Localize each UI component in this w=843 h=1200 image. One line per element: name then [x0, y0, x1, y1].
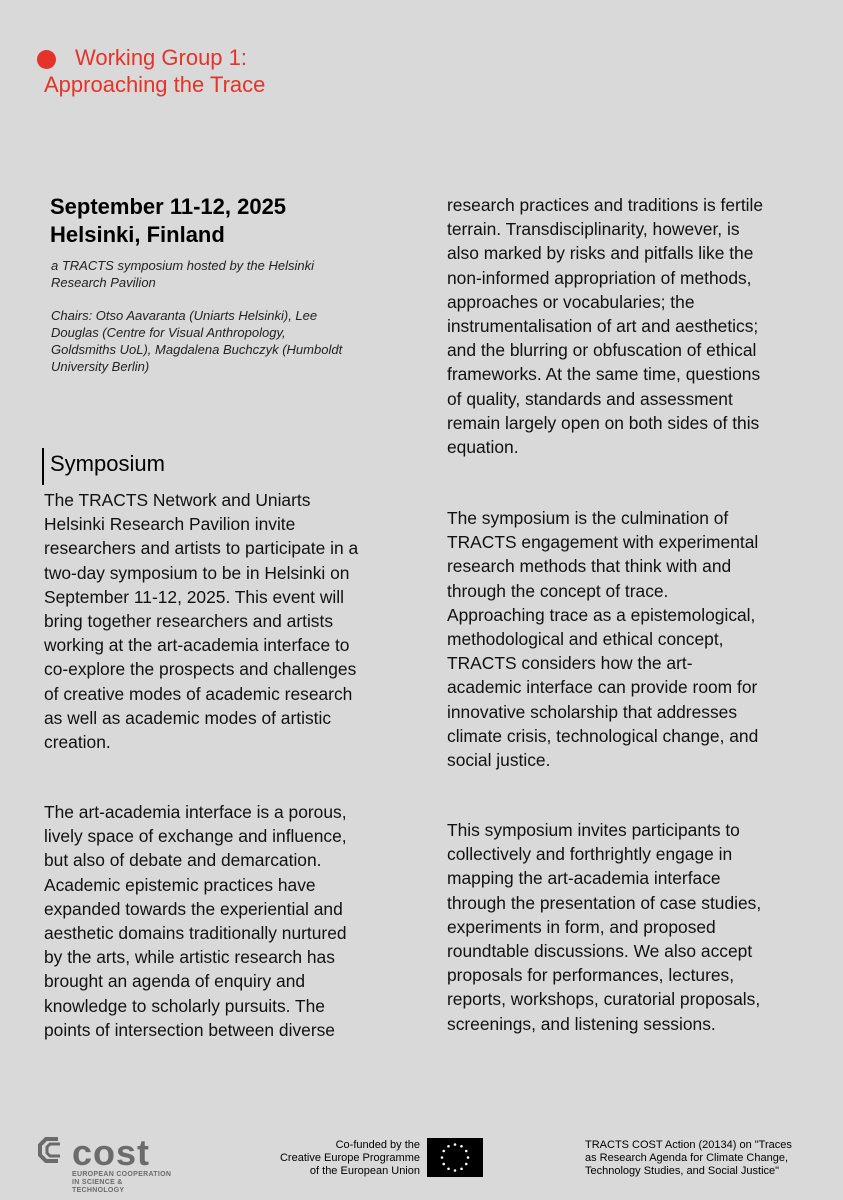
- hosted-by: [51, 257, 381, 291]
- chairs-line: Douglas (Centre for Visual Anthropology,: [51, 325, 286, 340]
- paragraph-line: expanded towards the experiential and: [44, 898, 343, 919]
- paragraph-line: aesthetic domains traditionally nurtured: [44, 923, 347, 944]
- tracts-action-note: [585, 1139, 835, 1178]
- paragraph-line: by the arts, while artistic research has: [44, 947, 335, 968]
- hosted-line: Research Pavilion: [51, 275, 156, 290]
- paragraph-line: The symposium is the culmination of: [447, 508, 729, 528]
- paragraph-line: The art-academia interface is a porous,: [44, 802, 347, 822]
- paragraph-invitation: [44, 488, 358, 754]
- paragraph-line: The TRACTS Network and Uniarts: [44, 490, 311, 510]
- eu-star-icon: [460, 1167, 463, 1170]
- eu-star-icon: [454, 1143, 457, 1146]
- cost-wordmark: cost: [72, 1132, 151, 1173]
- paragraph-line: research practices and traditions is fertile: [447, 195, 764, 215]
- paragraph-line: of creative modes of academic research: [44, 683, 353, 704]
- event-date: September 11-12, 2025: [50, 194, 287, 219]
- paragraph-line: through the concept of trace.: [447, 580, 669, 601]
- chairs-line: University Berlin): [51, 359, 150, 374]
- event-location: Helsinki, Finland: [50, 222, 225, 247]
- paragraph-line: mapping the art-academia interface: [447, 868, 721, 889]
- paragraph-line: knowledge to scholarly pursuits. The: [44, 995, 325, 1016]
- cost-logo: [36, 1132, 176, 1194]
- paragraph-line: remain largely open on both sides of this: [447, 412, 760, 433]
- paragraph-line: innovative scholarship that addresses: [447, 701, 738, 722]
- title-line-2: Approaching the Trace: [44, 72, 266, 97]
- paragraph-transdisciplinarity: [447, 193, 763, 459]
- paragraph-line: researchers and artists to participate in a: [44, 538, 359, 559]
- cofunded-text: [250, 1139, 420, 1178]
- cost-tagline: [72, 1171, 176, 1195]
- paragraph-line: climate crisis, technological change, and: [447, 725, 759, 746]
- section-heading: Symposium: [50, 451, 165, 476]
- paragraph-line: Approaching trace as a epistemological,: [447, 604, 756, 625]
- paragraph-line: co-explore the prospects and challenges: [44, 659, 357, 680]
- eu-star-icon: [447, 1167, 450, 1170]
- chairs: [51, 307, 381, 375]
- eu-star-icon: [465, 1163, 468, 1166]
- paragraph-line: proposals for performances, lectures,: [447, 965, 735, 986]
- paragraph-line: and the blurring or obfuscation of ethical: [447, 340, 757, 361]
- paragraph-line: terrain. Transdisciplinarity, however, is: [447, 219, 740, 240]
- paragraph-line: brought an agenda of enquiry and: [44, 971, 306, 992]
- paragraph-line: social justice.: [447, 750, 551, 771]
- eu-star-icon: [465, 1150, 468, 1153]
- paragraph-line: two-day symposium to be in Helsinki on: [44, 562, 350, 583]
- cofunded-line: Creative Europe Programme: [279, 1152, 420, 1164]
- paragraph-line: TRACTS considers how the art-: [447, 653, 693, 674]
- paragraph-line: bring together researchers and artists: [44, 611, 334, 632]
- paragraph-line: but also of debate and demarcation.: [44, 850, 322, 871]
- paragraph-line: TRACTS engagement with experimental: [447, 532, 759, 553]
- paragraph-line: experiments in form, and proposed: [447, 916, 716, 937]
- paragraph-line: academic interface can provide room for: [447, 677, 758, 698]
- eu-star-icon: [467, 1156, 470, 1159]
- paragraph-line: also marked by risks and pitfalls like the: [447, 243, 754, 264]
- paragraph-line: screenings, and listening sessions.: [447, 1013, 716, 1034]
- hosted-line: a TRACTS symposium hosted by the Helsinki: [51, 258, 314, 273]
- paragraph-invites: [447, 818, 761, 1036]
- cofunded-line: of the European Union: [309, 1165, 420, 1177]
- paragraph-interface: [44, 800, 347, 1042]
- paragraph-line: roundtable discussions. We also accept: [447, 941, 753, 962]
- paragraph-line: as well as academic modes of artistic: [44, 707, 332, 728]
- paragraph-line: methodological and ethical concept,: [447, 629, 724, 650]
- paragraph-line: Helsinki Research Pavilion invite: [44, 514, 296, 535]
- eu-star-icon: [460, 1145, 463, 1148]
- eu-star-icon: [442, 1150, 445, 1153]
- cofunded-line: Co-funded by the: [335, 1139, 420, 1151]
- eu-flag-icon: [427, 1138, 483, 1177]
- paragraph-line: through the presentation of case studies,: [447, 892, 762, 913]
- title-line-1: Working Group 1:: [75, 45, 248, 70]
- chairs-line: Goldsmiths UoL), Magdalena Buchczyk (Humboldt: [51, 342, 343, 357]
- eu-stars-icon: [427, 1138, 483, 1177]
- eu-star-icon: [447, 1145, 450, 1148]
- paragraph-line: working at the art-academia interface to: [44, 635, 350, 656]
- paragraph-line: research methods that think with and: [447, 556, 732, 577]
- paragraph-line: creation.: [44, 732, 111, 753]
- cost-mark-icon: [36, 1135, 70, 1165]
- paragraph-line: approaches or vocabularies; the: [447, 291, 695, 312]
- paragraph-line: equation.: [447, 437, 519, 458]
- paragraph-line: collectively and forthrightly engage in: [447, 844, 733, 865]
- eu-star-icon: [441, 1156, 444, 1159]
- tracts-note-line: TRACTS COST Action (20134) on "Traces: [585, 1139, 792, 1151]
- tracts-note-line: as Research Agenda for Climate Change,: [585, 1152, 789, 1164]
- paragraph-line: frameworks. At the same time, questions: [447, 364, 761, 385]
- eu-star-icon: [442, 1163, 445, 1166]
- paragraph-line: points of intersection between diverse: [44, 1019, 335, 1040]
- paragraph-line: September 11-12, 2025. This event will: [44, 586, 344, 607]
- event-info: [50, 193, 400, 249]
- paragraph-line: Academic epistemic practices have: [44, 874, 316, 895]
- chairs-line: Chairs: Otso Aavaranta (Uniarts Helsinki), Lee: [51, 308, 318, 323]
- paragraph-culmination: [447, 506, 758, 772]
- paragraph-line: non-informed appropriation of methods,: [447, 267, 752, 288]
- eu-star-icon: [454, 1169, 457, 1172]
- paragraph-line: instrumentalisation of art and aesthetics;: [447, 316, 759, 337]
- paragraph-line: of quality, standards and assessment: [447, 388, 733, 409]
- heading-bar: [42, 448, 44, 485]
- cost-tagline-line: IN SCIENCE & TECHNOLOGY: [72, 1179, 125, 1194]
- tracts-note-line: Technology Studies, and Social Justice": [585, 1165, 780, 1177]
- working-group-title: [44, 44, 444, 98]
- paragraph-line: lively space of exchange and influence,: [44, 826, 347, 847]
- cost-tagline-line: EUROPEAN COOPERATION: [72, 1171, 172, 1178]
- paragraph-line: reports, workshops, curatorial proposals,: [447, 989, 761, 1010]
- paragraph-line: This symposium invites participants to: [447, 820, 740, 840]
